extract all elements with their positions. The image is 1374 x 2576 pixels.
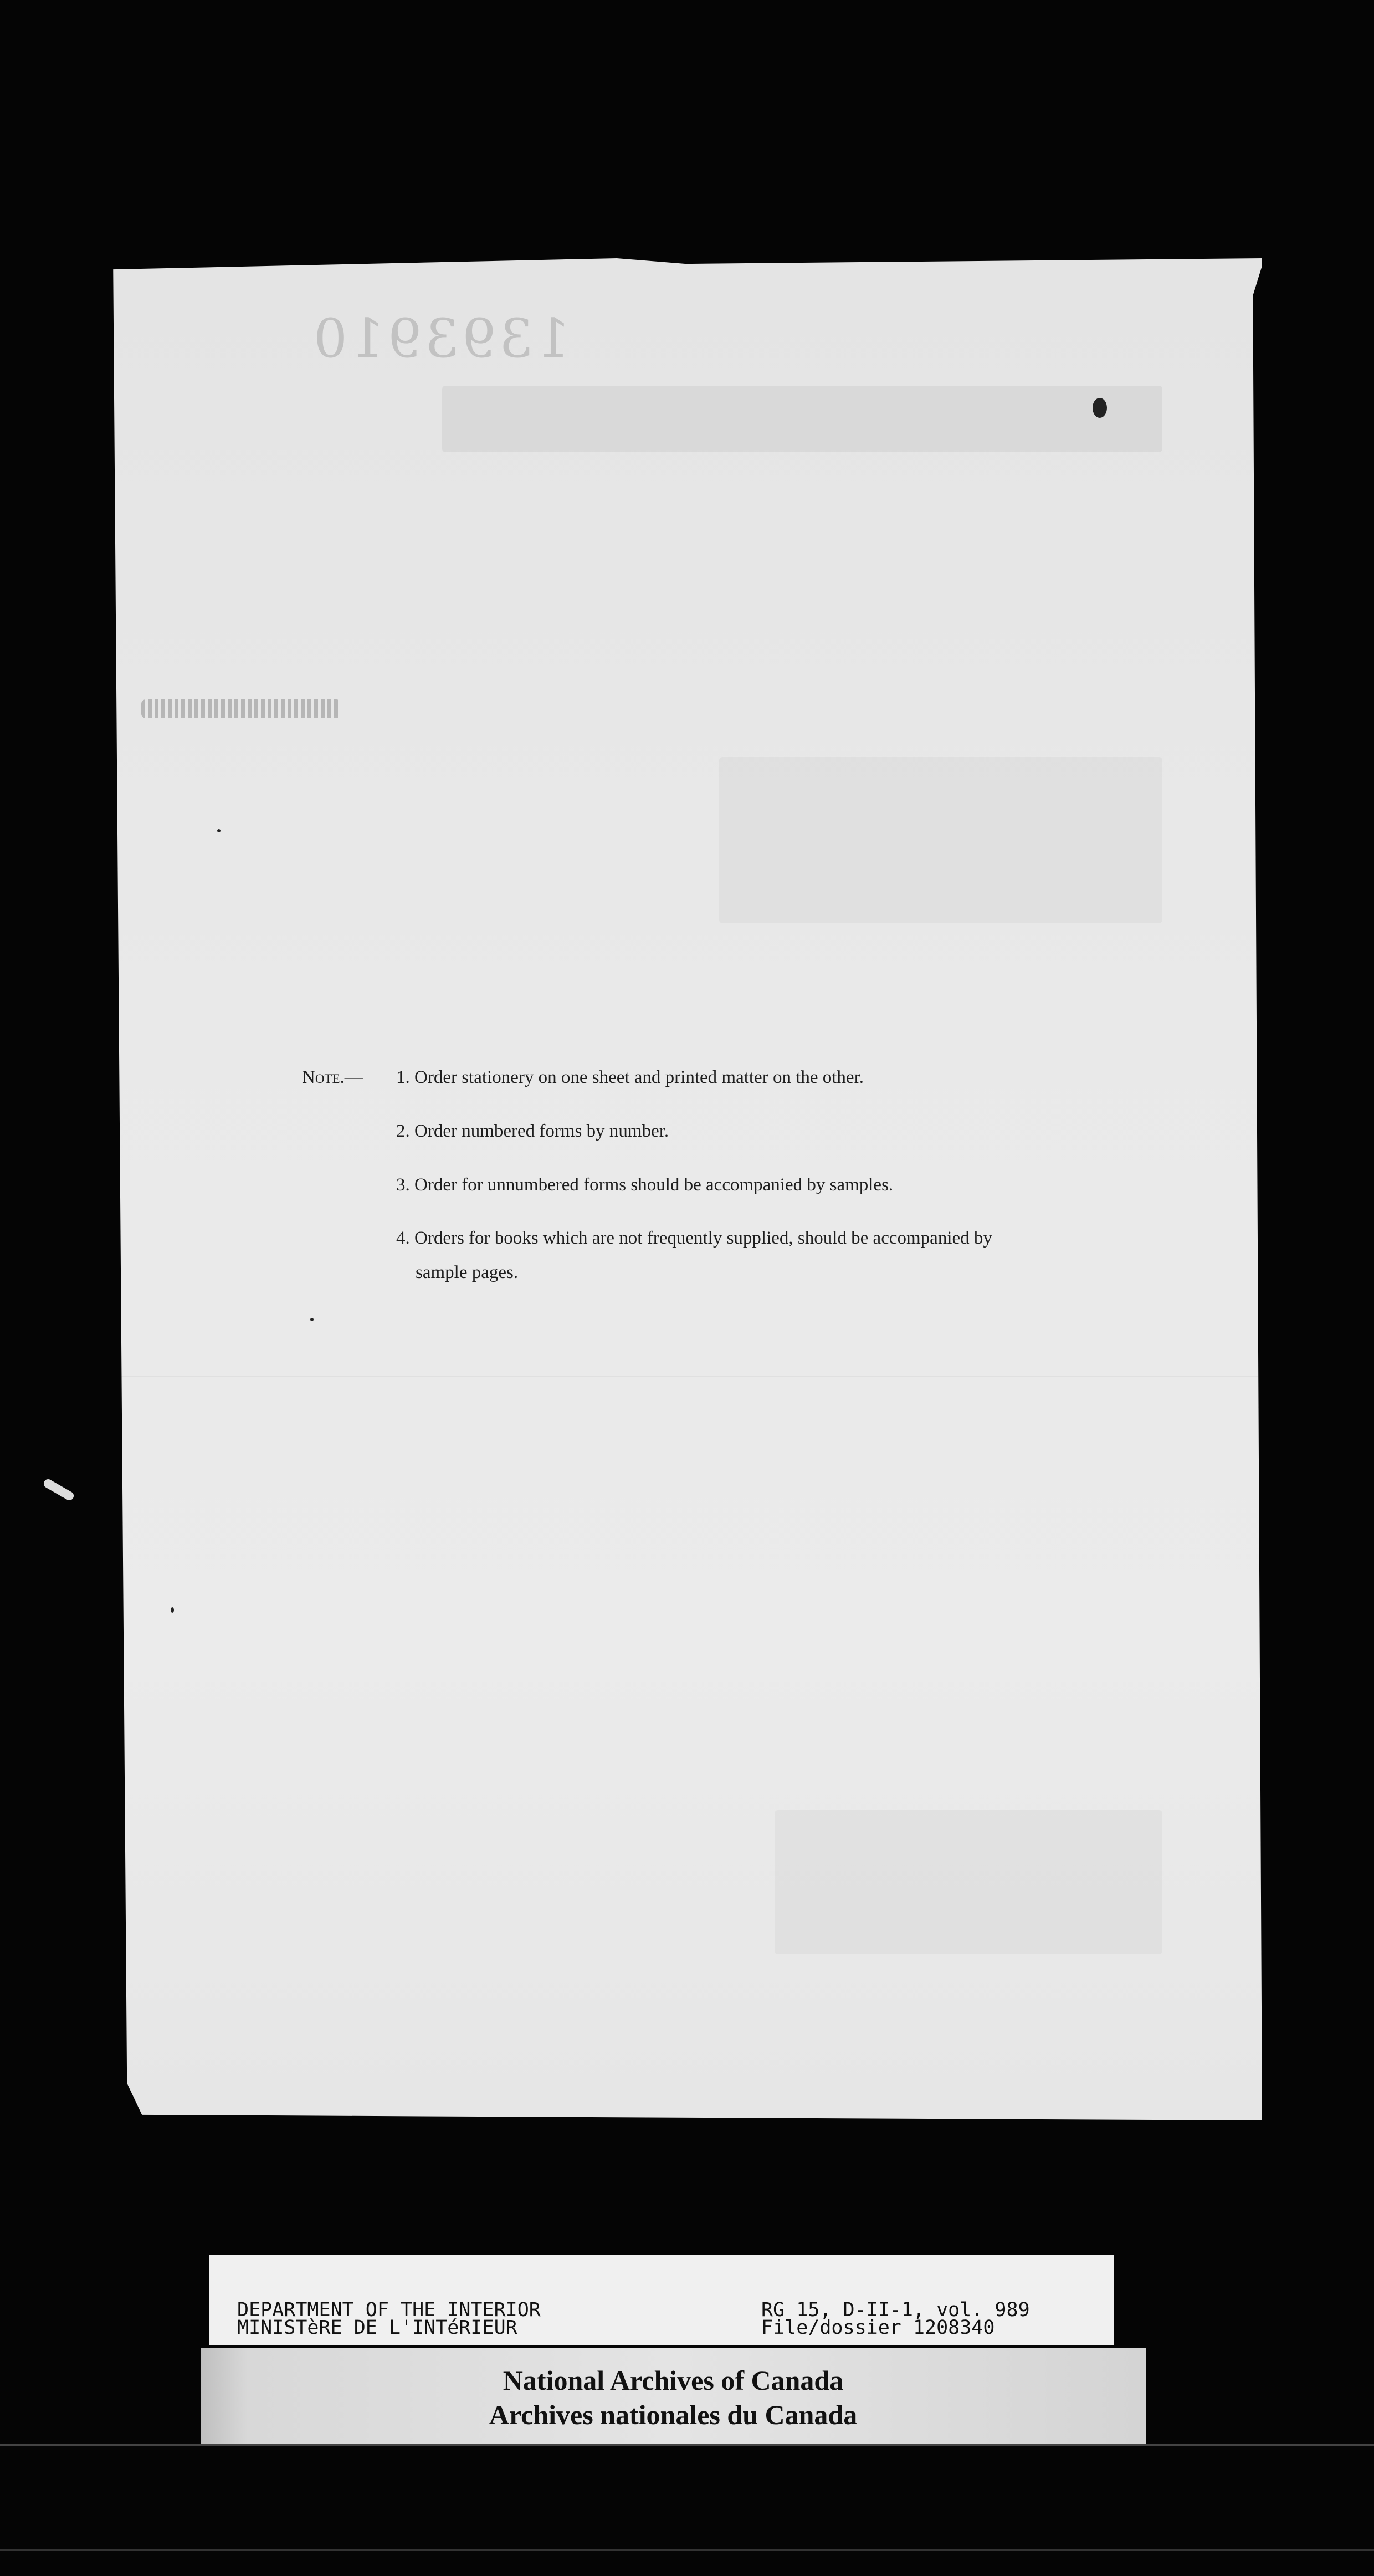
department-label xyxy=(209,2255,1114,2345)
faint-bleed-through xyxy=(719,757,1162,923)
edge-mark xyxy=(42,1478,75,1502)
note-text: Order stationery on one sheet and printed matter on the other. xyxy=(414,1067,864,1087)
ink-blot xyxy=(1093,398,1107,418)
note-number: 3. xyxy=(396,1175,410,1195)
note-text-continuation: sample pages. xyxy=(416,1263,519,1282)
note-text: Order numbered forms by number. xyxy=(414,1121,669,1141)
note-number: 4. xyxy=(396,1228,410,1248)
record-group-reference: RG 15, D-II-1, vol. 989 xyxy=(761,2299,1030,2321)
archives-name-english: National Archives of Canada xyxy=(503,2365,844,2396)
faint-bleed-through xyxy=(442,386,1162,452)
ink-speck xyxy=(217,829,221,832)
note-text: Orders for books which are not frequently supplied, should be accompanied by xyxy=(414,1228,992,1248)
department-french: MINISTèRE DE L'INTéRIEUR xyxy=(237,2317,517,2339)
note-item-1 xyxy=(302,1063,864,1092)
ink-speck xyxy=(171,1607,174,1613)
note-item-2 xyxy=(302,1117,669,1146)
archives-label xyxy=(201,2348,1146,2444)
scan-border-line xyxy=(0,2444,1374,2446)
smudged-text xyxy=(141,699,341,718)
ink-speck xyxy=(310,1318,314,1321)
note-number: 2. xyxy=(396,1121,410,1141)
note-item-4-continuation xyxy=(416,1258,518,1287)
file-reference: File/dossier 1208340 xyxy=(761,2317,995,2339)
archives-name-french: Archives nationales du Canada xyxy=(489,2399,858,2430)
note-text: Order for unnumbered forms should be accompanied by samples. xyxy=(414,1175,894,1195)
note-item-3 xyxy=(302,1171,893,1199)
stamped-number: 1393910 xyxy=(310,308,571,370)
note-number: 1. xyxy=(396,1067,410,1087)
scan-border-line xyxy=(0,2549,1374,2551)
department-english: DEPARTMENT OF THE INTERIOR xyxy=(237,2299,541,2321)
faint-bleed-through xyxy=(775,1810,1162,1954)
note-prefix: Note.— xyxy=(302,1067,363,1087)
note-item-4 xyxy=(302,1224,992,1253)
